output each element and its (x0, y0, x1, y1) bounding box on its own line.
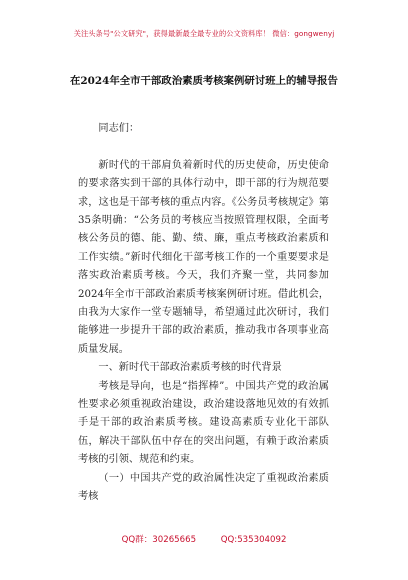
promo-banner: 关注头条号"公文研究"，获得最新最全最专业的公文资料库！ 微信：gongwenyj (73, 29, 335, 38)
document-title: 在2024年全市干部政治素质考核案例研讨班上的辅导报告 (70, 75, 338, 87)
paragraph-intro: 新时代的干部肩负着新时代的历史使命，历史使命的要求落实到干部的具体行动中，即干部的行为规范要求，这也是干部考核的重点内容。《公务员考核规定》第35条明确：“公务员的考核应当按照管理权限，全面考核公务员的德、能、勤、绩、廉，重点考核政治素质和工作实绩。”新时代细化干部考核工作的一个重要要求是落实政治素质考核。今天，我们齐聚一堂，共同参加2024年全市干部政治素质考核案例研讨班。借此机会，由我为大家作一堂专题辅导，希望通过此次研讨，我们能够进一步提升干部的政治素质，推动我市各项事业高质量发展。 (78, 159, 329, 355)
qq-group-label: QQ群：30265665 (121, 535, 197, 545)
contact-footer (0, 533, 408, 545)
document-body (78, 120, 329, 507)
paragraph-section-1: 考核是导向，也是“指挥棒”。中国共产党的政治属性要求必须重视政治建设，政治建设落地见效的有效抓手是干部的政治素质考核。建设高素质专业化干部队伍，解决干部队伍中存在的突出问题，有赖于政治素质考核的引领、规范和约束。 (78, 380, 329, 466)
subsection-heading-1: （一）中国共产党的政治属性决定了重视政治素质考核 (78, 472, 329, 503)
section-heading-1: 一、新时代干部政治素质考核的时代背景 (98, 362, 282, 374)
qq-number-label: QQ:535304092 (220, 535, 287, 545)
salutation: 同志们： (98, 123, 140, 134)
